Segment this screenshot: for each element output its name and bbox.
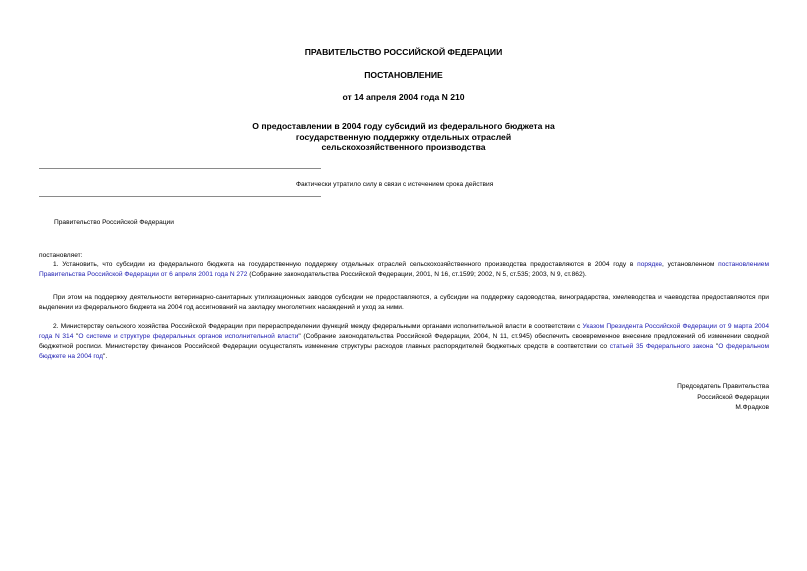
title-line-2: государственную поддержку отдельных отраслей xyxy=(295,131,512,142)
document-type-heading: ПОСТАНОВЛЕНИЕ xyxy=(364,70,443,80)
title-line-1: О предоставлении в 2004 году субсидий из федерального бюджета на xyxy=(252,121,555,131)
procedure-link[interactable]: порядке xyxy=(637,261,663,268)
title-line-3: сельскохозяйственного производства xyxy=(321,142,486,152)
decree-314-link[interactable]: Указом Президента Российской Федерации от 9 марта 2004 года N 314 xyxy=(39,323,769,340)
paragraph-1-text-2: , установленном xyxy=(662,261,719,268)
issuer-text: Правительство Российской Федерации xyxy=(54,219,174,226)
paragraph-3 xyxy=(39,322,769,362)
signature-name: М.Фрадков xyxy=(735,404,769,411)
article-35-link[interactable]: статьей 35 Федерального закона xyxy=(609,343,714,350)
government-heading: ПРАВИТЕЛЬСТВО РОССИЙСКОЙ ФЕДЕРАЦИИ xyxy=(304,47,503,57)
paragraph-1-text-3: (Собрание законодательства Российской Федерации, 2001, N 16, ст.1599; 2002, N 5, ст.535; 2003, N 9, ст.862). xyxy=(247,271,587,278)
paragraph-3-text-4: " xyxy=(713,343,719,350)
paragraph-1-text-1: 1. Установить, что субсидии из федерального бюджета на государственную поддержку отдельных отраслей сельскохозяйственного производства предоставляются в 2004 году в xyxy=(53,261,638,268)
status-note: Фактически утратило силу в связи с истечением срока действия xyxy=(296,181,494,188)
paragraph-2: При этом на поддержку деятельности ветеринарно-санитарных утилизационных заводов субсидии не предоставляются, а субсидии на поддержку садоводства, виноградарства, хмелеводства и чаеводства предоставляются при выделении из федерального бюджета на 2004 год ассигнований на закладку многолетних насаждений и уход за ними. xyxy=(39,294,769,311)
divider-top xyxy=(39,168,321,169)
date-number-heading: от 14 апреля 2004 года N 210 xyxy=(342,92,465,102)
divider-bottom xyxy=(39,196,321,197)
resolution-272-link[interactable]: постановлением Правительства Российской Федерации от 6 апреля 2001 года N 272 xyxy=(39,261,769,278)
paragraph-3-text-2: " xyxy=(73,333,79,340)
paragraph-3-text-3: " (Собрание законодательства Российской Федерации, 2004, N 11, ст.945) обеспечить своевременное внесение предложений об изменении сводной бюджетной росписи. Министерству финансов Российской Федерации осуществлять изменение структуры расходов главных распорядителей бюджетных средств в соответствии со xyxy=(39,333,769,350)
system-structure-link[interactable]: О системе и структуре федеральных органов исполнительной власти xyxy=(78,333,299,340)
signature-line-1: Председатель Правительства xyxy=(677,383,769,390)
paragraph-1 xyxy=(39,260,769,280)
paragraph-3-text-1: 2. Министерству сельского хозяйства Российской Федерации при перераспределении функций между федеральными органами исполнительной власти в соответствии с xyxy=(53,323,583,330)
signature-block xyxy=(569,382,769,414)
decides-text: постановляет: xyxy=(39,252,83,259)
paragraph-3-text-5: ". xyxy=(103,353,108,360)
federal-budget-2004-link[interactable]: О федеральном бюджете на 2004 год xyxy=(39,343,769,360)
document-title xyxy=(200,121,607,153)
signature-line-2: Российской Федерации xyxy=(697,393,769,401)
